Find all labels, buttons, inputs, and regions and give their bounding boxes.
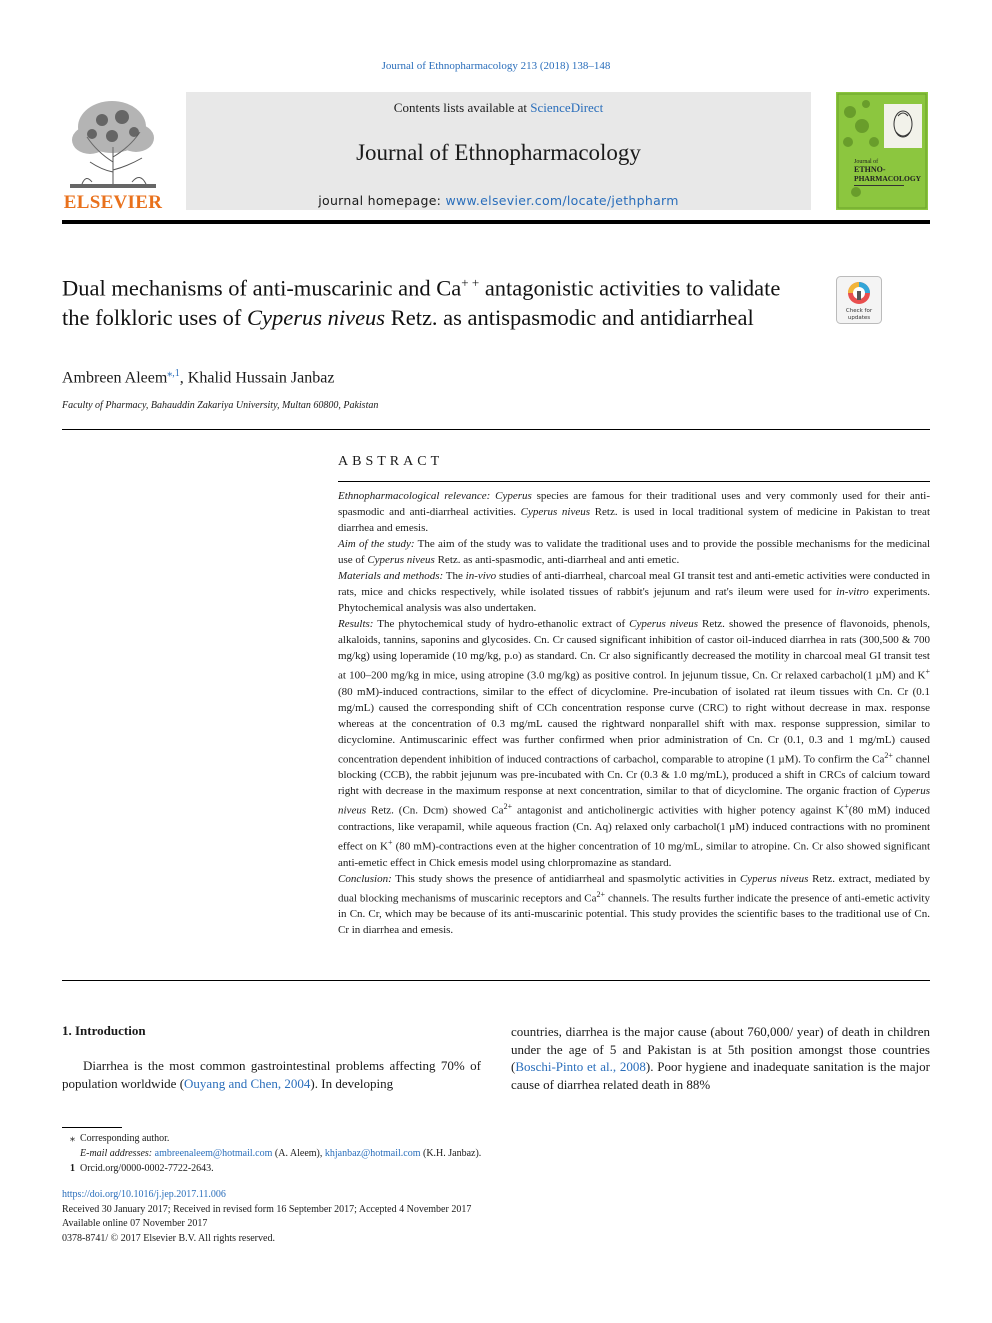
orcid-text: Orcid.org/0000-0002-7722-2643. <box>80 1163 214 1174</box>
conclusion-species: Cyperus niveus <box>739 872 809 885</box>
sciencedirect-link[interactable]: ScienceDirect <box>530 100 604 115</box>
intro-right-text-1: countries, diarrhea is the major cause (about 760,000/ year) of death in children under the age of 5 and Pakistan is at 5th position amongst those countries ( <box>511 1024 930 1074</box>
crossmark-label-2: updates <box>847 315 871 321</box>
email-aleem-owner: (A. Aleem), <box>272 1148 325 1159</box>
footnote-orcid <box>62 1161 930 1176</box>
results-sup-ca1: 2+ <box>884 750 893 760</box>
email-aleem-link[interactable]: ambreenaleem@hotmail.com <box>154 1148 273 1159</box>
methods-text-2: studies of anti-diarrheal, charcoal meal GI transit test and anti-emetic activities were conducted in rats, mice and chicks respectively, while isolated tissues of rabbit's jejunum and rat's ileum were used for <box>338 570 930 598</box>
author-1: Ambreen Aleem <box>62 369 168 387</box>
methods-text-1: The <box>443 570 466 582</box>
intro-left-text-1: Diarrhea is the most common gastrointestinal problems affecting 70% of population worldwide ( <box>62 1058 481 1091</box>
author-1-marks[interactable]: ⁎, <box>167 368 175 379</box>
journal-homepage <box>186 193 811 208</box>
title-divider <box>62 429 930 430</box>
results-text-6: antagonist and anticholinergic activities with higher potency against K <box>512 804 845 817</box>
abstract-body <box>338 488 930 938</box>
ref-boschi-pinto-link[interactable]: Boschi-Pinto et al., 2008 <box>515 1059 646 1074</box>
relevance-text-2: Retz. is used in local traditional system of medicine in Pakistan to treat diarrhea and emesis. <box>338 506 930 534</box>
title-part1: Dual mechanisms of anti-muscarinic and Ca <box>62 275 462 301</box>
author-1-footnote-link[interactable]: 1 <box>174 368 180 379</box>
abstract-conclusion <box>338 871 930 939</box>
footnotes <box>62 1131 930 1176</box>
results-sup-ca2: 2+ <box>503 802 513 812</box>
author-separator: , <box>179 369 188 387</box>
doi-link[interactable]: https://doi.org/10.1016/j.jep.2017.11.006 <box>62 1189 226 1200</box>
methods-invivo: in-vivo <box>465 570 497 582</box>
aim-text-2: Retz. as anti-spasmodic, anti-diarrheal and anti emetic. <box>434 554 680 566</box>
homepage-link[interactable]: www.elsevier.com/locate/jethpharm <box>445 193 679 208</box>
results-text-3: (80 mM)-induced contractions, similar to the effect of dicyclomine. Pre-incubation of isolated rat ileum tissues with Cn. Cr (0.1 mg/mL) caused the corresponding shift of CCh concentration response curve (CRC) to right without decrease in max. response whereas at the concentration of 0.3 mg/mL caused the rightward nonparallel shift with max. response suppression, similar to dicyclomine. Antimuscarinic effect was further confirmed when prior administration of Cn. Cr (0.1, 0.3 and 1 mg/mL) caused concentration dependent inhibition of induced contractions of carbachol, comparable to atropine (1 µM). To confirm the Ca <box>338 685 930 766</box>
elsevier-wordmark: ELSEVIER <box>63 192 163 213</box>
aim-label: Aim of the study: <box>338 538 415 550</box>
email-janbaz-owner: (K.H. Janbaz). <box>420 1148 482 1159</box>
abstract-aim <box>338 536 930 568</box>
abstract-end-divider <box>62 980 930 981</box>
author-list <box>62 368 334 387</box>
results-text-5: Retz. (Cn. Dcm) showed Ca <box>366 804 504 817</box>
conclusion-text-3: channels. The results further indicate the presence of anti-emetic activity in Cn. Cr, which may be because of its anti-muscarinic potential. This study provides the scientific bases to the traditional use of Cn. Cr in diarrhea and emesis. <box>338 892 930 937</box>
footnote-divider <box>62 1127 122 1128</box>
results-text-7: (80 mM) induced contractions, like verapamil, while aqueous fraction (Cn. Aq) relaxed only carbachol(1 µM) induced contractions with no prominent effect on K <box>338 804 931 853</box>
intro-paragraph-1-cont <box>511 1023 930 1093</box>
intro-right-text-2: ). Poor hygiene and inadequate sanitation is the major cause of diarrhea related death in 88% <box>511 1059 930 1092</box>
cover-title-line2: ETHNO- <box>854 165 886 174</box>
relevance-genus: Cyperus <box>495 490 532 502</box>
abstract-methods <box>338 568 930 616</box>
results-sup-k3: + <box>387 837 393 847</box>
orcid-mark: 1 <box>70 1163 75 1174</box>
results-text-8: (80 mM)-contractions even at the higher concentration of 10 mg/mL, similar to atropine. Cn. Cr also showed significant anti-emetic effect in Chick emesis model using chlorpromazine as standard. <box>338 840 931 869</box>
abstract-divider <box>338 481 930 482</box>
check-for-updates-badge[interactable] <box>836 276 882 324</box>
homepage-prefix: journal homepage: <box>318 193 442 208</box>
journal-citation[interactable]: Journal of Ethnopharmacology 213 (2018) 138–148 <box>381 60 611 72</box>
cover-title-line3: PHARMACOLOGY <box>854 174 922 183</box>
email-janbaz-link[interactable]: khjanbaz@hotmail.com <box>324 1148 421 1159</box>
author-2: Khalid Hussain Janbaz <box>187 369 335 387</box>
results-text-2: Retz. showed the presence of flavonoids, phenols, alkaloids, tannins, saponins and glycosides. Cn. Cr caused significant inhibition of castor oil-induced diarrhea in rats (300,500 & 700 mg/kg) using loperamide (10 mg/kg, p.o) as standard. Cn. Cr also significantly decreased the motility in charcoal meal GI transit test at 100–200 mg/kg in mice, using atropine (3.0 mg/kg) as positive control. In jejunum tissue, Cn. Cr relaxed carbachol(1 µM) and K <box>338 618 931 682</box>
contents-availability <box>186 100 811 116</box>
relevance-text-1: species are famous for their traditional uses and very commonly used for their anti-spasmodic and anti-diarrheal activities. <box>338 490 931 518</box>
contents-prefix: Contents lists available at <box>393 100 528 115</box>
title-part2: antagonistic activities to validate the folkloric uses of <box>62 275 781 330</box>
title-species: Cyperus niveus <box>246 304 386 330</box>
title-superscript: + + <box>461 275 480 290</box>
footnote-corresponding <box>62 1131 930 1146</box>
journal-cover-thumbnail <box>836 92 928 210</box>
results-text-4: channel blocking (CCB), the rabbit jejunum was pre-incubated with Cn. Cr (0.3 & 1.0 mg/mL), produced a shift in CRCs of calcium toward right with decrease in the maximum response at next concentration, similar to that of dicyclomine. The organic fraction of <box>338 753 931 798</box>
conclusion-text-1: This study shows the presence of antidiarrheal and spasmolytic activities in <box>391 872 740 885</box>
conclusion-text-2: Retz. extract, mediated by dual blocking mechanisms of muscarinic receptors and Ca <box>338 872 931 905</box>
available-online: Available online 07 November 2017 <box>62 1218 208 1229</box>
results-species-1: Cyperus niveus <box>629 618 698 630</box>
intro-left-text-2: ). In developing <box>310 1075 394 1091</box>
relevance-species: Cyperus niveus <box>520 506 591 518</box>
methods-text-3: experiments. Phytochemical analysis was also undertaken. <box>338 586 931 614</box>
abstract-heading: ABSTRACT <box>338 454 444 469</box>
aim-text-1: The aim of the study was to validate the traditional uses and to provide the possible mechanisms for the medicinal use of <box>338 538 931 566</box>
title-part3: Retz. as antispasmodic and antidiarrheal <box>385 304 754 330</box>
journal-title: Journal of Ethnopharmacology <box>356 140 641 165</box>
article-title <box>62 268 802 332</box>
results-label: Results: <box>338 618 374 630</box>
introduction-right-column <box>511 1023 930 1093</box>
header-divider <box>62 220 930 224</box>
corresponding-text: Corresponding author. <box>80 1133 170 1144</box>
relevance-label: Ethnopharmacological relevance: <box>338 490 491 502</box>
methods-label: Materials and methods: <box>338 570 444 582</box>
abstract-relevance <box>338 488 930 536</box>
article-info <box>62 1188 930 1246</box>
intro-paragraph-1 <box>62 1057 481 1092</box>
conclusion-sup: 2+ <box>596 889 606 899</box>
results-sup-k2: + <box>844 802 849 812</box>
results-text-1: The phytochemical study of hydro-ethanolic extract of <box>373 618 630 630</box>
aim-species: Cyperus niveus <box>367 554 435 566</box>
conclusion-label: Conclusion: <box>338 872 392 885</box>
copyright-notice: 0378-8741/ © 2017 Elsevier B.V. All rights reserved. <box>62 1232 275 1244</box>
abstract-results <box>338 616 930 871</box>
author-affiliation: Faculty of Pharmacy, Bahauddin Zakariya University, Multan 60800, Pakistan <box>62 400 379 411</box>
ref-ouyang-chen-link[interactable]: Ouyang and Chen, 2004 <box>184 1075 311 1091</box>
introduction-left-column <box>62 1057 481 1092</box>
results-sup-k1: + <box>925 667 930 676</box>
introduction-heading: 1. Introduction <box>62 1023 146 1038</box>
results-species-2: Cyperus niveus <box>338 785 930 817</box>
cover-title-line1: Journal of <box>854 159 879 165</box>
corresponding-mark: ⁎ <box>70 1133 75 1144</box>
article-dates: Received 30 January 2017; Received in revised form 16 September 2017; Accepted 4 November 2017 <box>62 1203 472 1215</box>
email-label: E-mail addresses: <box>80 1148 153 1159</box>
footnote-emails <box>62 1146 930 1161</box>
crossmark-label-1: Check for <box>845 308 873 314</box>
methods-invitro: in-vitro <box>836 586 869 598</box>
